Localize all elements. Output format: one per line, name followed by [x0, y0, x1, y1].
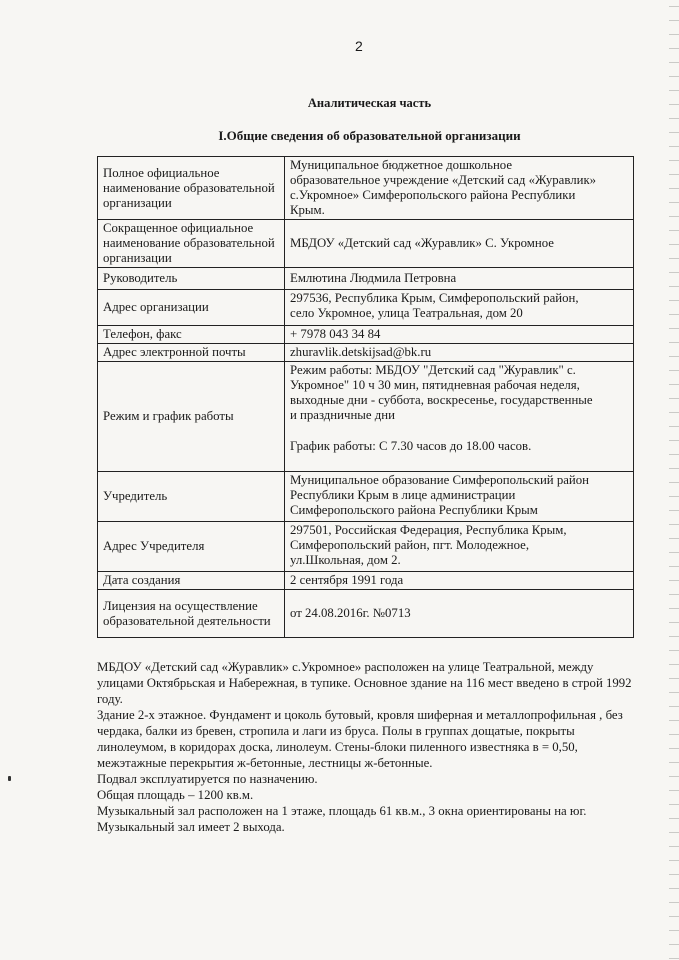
paragraph: Музыкальный зал расположен на 1 этаже, площадь 61 кв.м., 3 окна ориентированы на юг. Музыкальный зал имеет 2 выхода.: [97, 804, 587, 834]
row-value-line: ул.Школьная, дом 2.: [290, 553, 401, 567]
row-label: Учредитель: [98, 472, 285, 522]
row-value-line: zhuravlik.detskijsad@bk.ru: [290, 345, 432, 359]
row-label: Лицензия на осуществление образовательной деятельности: [98, 590, 285, 638]
row-label: Сокращенное официальное наименование образовательной организации: [98, 220, 285, 268]
row-value-line: МБДОУ «Детский сад «Журавлик» С. Укромное: [290, 236, 554, 250]
row-label: Адрес Учредителя: [98, 522, 285, 572]
row-value: [285, 590, 634, 638]
table-row: [98, 572, 634, 590]
table-row: [98, 220, 634, 268]
table-row: [98, 344, 634, 362]
row-label: Руководитель: [98, 268, 285, 290]
row-value-line: и праздничные дни: [290, 408, 395, 422]
table-row: [98, 472, 634, 522]
row-label: Телефон, факс: [98, 326, 285, 344]
description-text: [97, 659, 637, 835]
row-value: [285, 290, 634, 326]
row-label: Адрес электронной почты: [98, 344, 285, 362]
organization-info-table: [97, 156, 634, 638]
table-row: [98, 362, 634, 472]
row-label: Полное официальное наименование образовательной организации: [98, 157, 285, 220]
row-value-line: Республики Крым в лице администрации: [290, 488, 516, 502]
row-value-line: с.Укромное» Симферопольского района Республики: [290, 188, 576, 202]
row-value: [285, 522, 634, 572]
row-label: Адрес организации: [98, 290, 285, 326]
row-value-line: Укромное" 10 ч 30 мин, пятидневная рабочая неделя,: [290, 378, 580, 392]
row-value-line: 2 сентября 1991 года: [290, 573, 404, 587]
table-row: [98, 590, 634, 638]
table-row: [98, 268, 634, 290]
row-value-line: Муниципальное образование Симферопольский район: [290, 473, 590, 487]
row-label: Режим и график работы: [98, 362, 285, 472]
row-value-line: 297536, Республика Крым, Симферопольский район,: [290, 291, 579, 305]
row-value: [285, 157, 634, 220]
scan-edge-marks: [669, 0, 679, 960]
row-value: [285, 268, 634, 290]
row-value-line: Крым.: [290, 203, 325, 217]
paragraph: Общая площадь – 1200 кв.м.: [97, 788, 254, 802]
page-number: 2: [355, 38, 363, 54]
row-label: Дата создания: [98, 572, 285, 590]
row-value-line: Емлютина Людмила Петровна: [290, 271, 457, 285]
row-value: [285, 572, 634, 590]
row-value-line: Симферопольский район, пгт. Молодежное,: [290, 538, 530, 552]
scan-dot: [8, 776, 11, 781]
table-row: [98, 290, 634, 326]
row-value-line: Муниципальное бюджетное дошкольное: [290, 158, 513, 172]
row-value-line: Симферопольского района Республики Крым: [290, 503, 538, 517]
subsection-heading: I.Общие сведения об образовательной организации: [218, 128, 521, 143]
table-row: [98, 522, 634, 572]
row-value: [285, 362, 634, 472]
row-value-line: образовательное учреждение «Детский сад «Журавлик»: [290, 173, 597, 187]
section-heading: Аналитическая часть: [307, 96, 432, 110]
row-value-line: Режим работы: МБДОУ "Детский сад "Журавлик" с.: [290, 363, 576, 377]
row-value: [285, 220, 634, 268]
paragraph: МБДОУ «Детский сад «Журавлик» с.Укромное» расположен на улице Театральной, между улицами Октябрьская и Набережная, в тупике. Основное здание на 116 мест введено в строй 1992 году.: [97, 660, 632, 706]
table-row: [98, 157, 634, 220]
row-value-line: + 7978 043 34 84: [290, 327, 381, 341]
row-value-line: выходные дни - суббота, воскресенье, государственные: [290, 393, 593, 407]
table-row: [98, 326, 634, 344]
row-value-line: село Укромное, улица Театральная, дом 20: [290, 306, 523, 320]
paragraph: Здание 2-х этажное. Фундамент и цоколь бутовый, кровля шиферная и металлопрофильная , без чердака, балки из бревен, стропила и лаги из бруса. Полы в группах дощатые, покрыты линолеумом, в коридорах доска, линолеум. Стены-блоки пиленного известняка в = 0,50, межэтажные перекрытия ж-бетонные, лестницы ж-бетонные.: [97, 708, 623, 770]
row-value: [285, 344, 634, 362]
paragraph: Подвал эксплуатируется по назначению.: [97, 772, 318, 786]
row-value-line: от 24.08.2016г. №0713: [290, 606, 411, 620]
row-value: [285, 472, 634, 522]
row-value: [285, 326, 634, 344]
work-schedule-line: График работы: С 7.30 часов до 18.00 часов.: [290, 439, 532, 453]
row-value-line: 297501, Российская Федерация, Республика Крым,: [290, 523, 567, 537]
